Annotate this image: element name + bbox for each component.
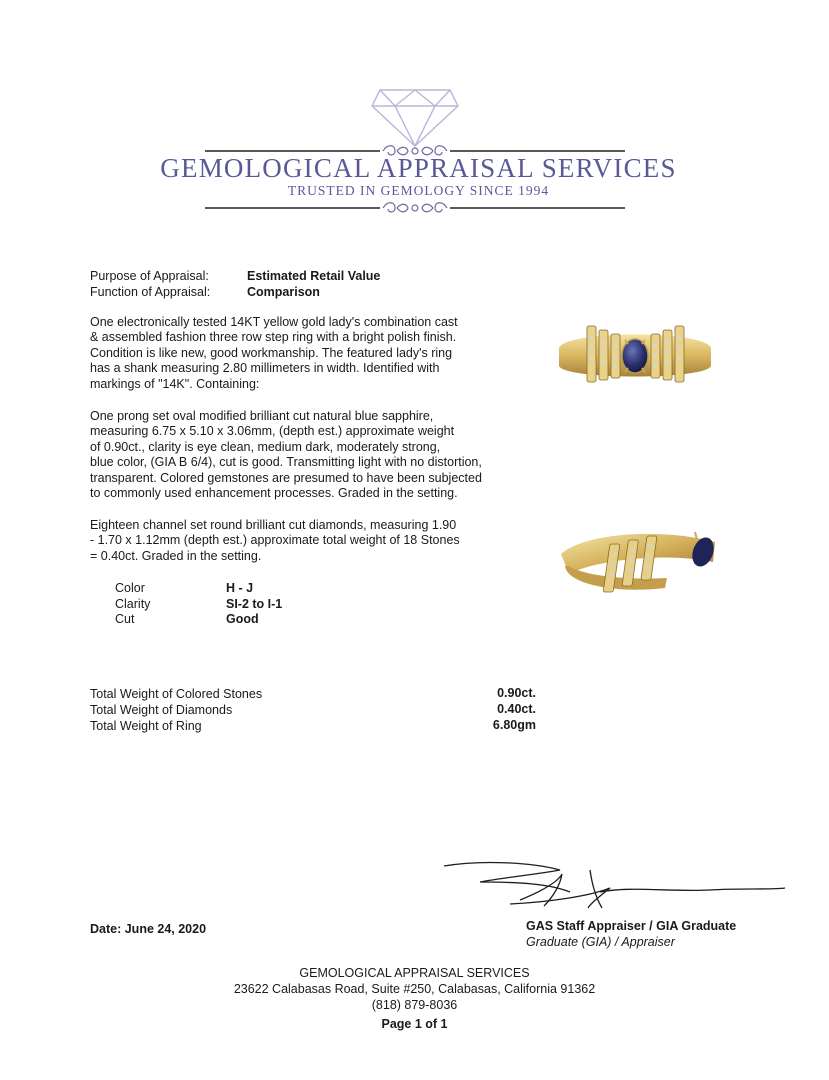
grading-clarity-label: Clarity: [115, 597, 151, 611]
footer-address: 23622 Calabasas Road, Suite #250, Calabasas, California 91362: [233, 982, 596, 996]
diamond-icon: [200, 80, 630, 160]
ornamental-divider: [200, 196, 630, 220]
purpose-label: Purpose of Appraisal:: [90, 269, 209, 283]
footer-phone: (818) 879-8036: [371, 998, 458, 1012]
function-label: Function of Appraisal:: [90, 285, 211, 299]
signature: [440, 852, 790, 920]
total-diamonds-value: 0.40ct.: [497, 702, 536, 716]
signer-subtitle: Graduate (GIA) / Appraiser: [526, 935, 675, 949]
ring-side-photo: [555, 522, 725, 600]
page-number: Page 1 of 1: [381, 1017, 448, 1031]
purpose-value: Estimated Retail Value: [247, 269, 381, 283]
total-colored-value: 0.90ct.: [497, 686, 536, 700]
total-diamonds-label: Total Weight of Diamonds: [90, 703, 233, 717]
grading-color-value: H - J: [226, 581, 254, 595]
ring-front-photo: [555, 318, 715, 396]
grading-clarity-value: SI-2 to I-1: [226, 597, 283, 611]
sapphire-description: One prong set oval modified brilliant cut natural blue sapphire, measuring 6.75 x 5.10 x 3.06mm, (depth est.) approximate weight of 0.90ct., clarity is eye clean, medium dark, moderately strong, blue color, (GIA B 6/4), cut is good. Transmitting light with no distortion, transparent. Colored gemstones are presumed to have been subjected to commonly used enhancement processes. Graded in the setting.: [90, 409, 482, 501]
footer-company: GEMOLOGICAL APPRAISAL SERVICES: [299, 966, 530, 980]
function-value: Comparison: [247, 285, 320, 299]
grading-cut-label: Cut: [115, 612, 135, 626]
signer-title: GAS Staff Appraiser / GIA Graduate: [526, 919, 737, 933]
total-ring-value: 6.80gm: [492, 718, 536, 732]
company-name: GEMOLOGICAL APPRAISAL SERVICES: [160, 153, 677, 183]
company-tagline: TRUSTED IN GEMOLOGY SINCE 1994: [287, 183, 550, 198]
grading-cut-value: Good: [226, 612, 259, 626]
appraisal-date: Date: June 24, 2020: [90, 922, 207, 936]
total-colored-label: Total Weight of Colored Stones: [90, 687, 263, 701]
grading-color-label: Color: [115, 581, 145, 595]
ring-description: One electronically tested 14KT yellow gold lady's combination cast & assembled fashion three row step ring with a bright polish finish. Condition is like new, good workmanship. The featured lady's ring has a shank measuring 2.80 millimeters in width. Identified with markings of "14K". Containing:: [90, 315, 458, 391]
diamonds-description: Eighteen channel set round brilliant cut diamonds, measuring 1.90 - 1.70 x 1.12mm (depth est.) approximate total weight of 18 Stones = 0.40ct. Graded in the setting.: [90, 518, 460, 563]
total-ring-label: Total Weight of Ring: [90, 719, 202, 733]
